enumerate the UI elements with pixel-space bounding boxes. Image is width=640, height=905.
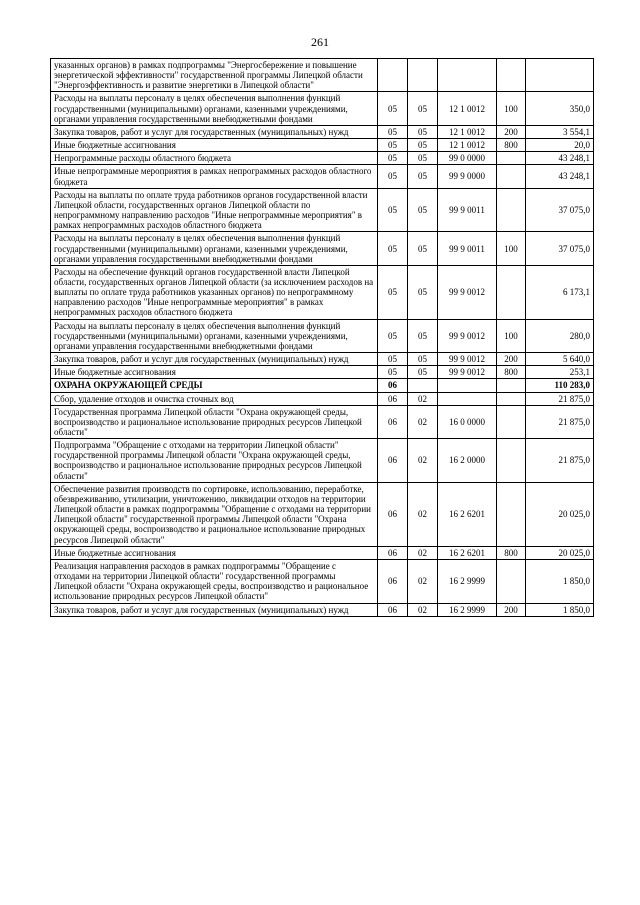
table-row: [51, 379, 594, 392]
expense-type-cell: 100: [497, 319, 526, 352]
expense-name-cell: Реализация направления расходов в рамках подпрограммы "Обращение с отходами на территории Липецкой области" государственной программы Липецкой области "Охрана окружающей среды, воспроизводство и рациональное использование природных ресурсов Липецкой области": [51, 559, 378, 603]
amount-cell: 21 875,0: [526, 405, 594, 438]
expense-type-cell: 100: [497, 92, 526, 125]
expense-type-cell: [497, 59, 526, 92]
subsection-code-cell: 02: [408, 603, 438, 616]
expense-type-cell: [497, 188, 526, 232]
expense-name-cell: Иные непрограммные мероприятия в рамках непрограммных расходов областного бюджета: [51, 165, 378, 188]
table-row: [51, 165, 594, 188]
section-code-cell: 05: [378, 319, 408, 352]
target-article-cell: 12 1 0012: [438, 92, 497, 125]
section-code-cell: 05: [378, 265, 408, 319]
table-row: [51, 152, 594, 165]
target-article-cell: 16 2 6201: [438, 482, 497, 546]
subsection-code-cell: 02: [408, 546, 438, 559]
table-row: [51, 139, 594, 152]
subsection-code-cell: 05: [408, 188, 438, 232]
amount-cell: 37 075,0: [526, 232, 594, 265]
amount-cell: 5 640,0: [526, 353, 594, 366]
subsection-code-cell: 05: [408, 92, 438, 125]
expense-name-cell: Расходы на выплаты персоналу в целях обеспечения выполнения функций государственными (муниципальными) органами, казенными учреждениями, органами управления государственными внебюджетными фондами: [51, 319, 378, 352]
expense-name-cell: Закупка товаров, работ и услуг для государственных (муниципальных) нужд: [51, 125, 378, 138]
section-code-cell: 05: [378, 188, 408, 232]
subsection-code-cell: 05: [408, 125, 438, 138]
expense-name-cell: Расходы на выплаты персоналу в целях обеспечения выполнения функций государственными (муниципальными) органами, казенными учреждениями, органами управления государственными внебюджетными фондами: [51, 92, 378, 125]
target-article-cell: 99 9 0011: [438, 188, 497, 232]
subsection-code-cell: 05: [408, 265, 438, 319]
amount-cell: 20,0: [526, 139, 594, 152]
amount-cell: 3 554,1: [526, 125, 594, 138]
expense-type-cell: [497, 165, 526, 188]
subsection-code-cell: 05: [408, 232, 438, 265]
table-row: [51, 59, 594, 92]
target-article-cell: 12 1 0012: [438, 125, 497, 138]
table-row: [51, 353, 594, 366]
subsection-code-cell: 05: [408, 165, 438, 188]
amount-cell: 21 875,0: [526, 439, 594, 483]
section-code-cell: 05: [378, 165, 408, 188]
section-code-cell: 06: [378, 392, 408, 405]
expense-name-cell: Закупка товаров, работ и услуг для государственных (муниципальных) нужд: [51, 353, 378, 366]
budget-table: [50, 58, 594, 617]
amount-cell: 43 248,1: [526, 152, 594, 165]
amount-cell: 1 850,0: [526, 559, 594, 603]
table-row: [51, 482, 594, 546]
amount-cell: 20 025,0: [526, 546, 594, 559]
amount-cell: 110 283,0: [526, 379, 594, 392]
section-code-cell: 05: [378, 232, 408, 265]
amount-cell: 6 173,1: [526, 265, 594, 319]
table-row: [51, 92, 594, 125]
expense-name-cell: Иные бюджетные ассигнования: [51, 139, 378, 152]
section-code-cell: 06: [378, 546, 408, 559]
page-number: 261: [311, 35, 329, 49]
target-article-cell: 16 2 6201: [438, 546, 497, 559]
amount-cell: 253,1: [526, 366, 594, 379]
expense-name-cell: Закупка товаров, работ и услуг для государственных (муниципальных) нужд: [51, 603, 378, 616]
section-code-cell: 05: [378, 353, 408, 366]
expense-name-cell: Иные бюджетные ассигнования: [51, 366, 378, 379]
expense-type-cell: 800: [497, 546, 526, 559]
expense-name-cell: Обеспечение развития производств по сортировке, использованию, переработке, обезвреживанию, утилизации, уничтожению, ликвидации отходов на территории Липецкой области в рамках подпрограммы "Обращение с отходами на территории Липецкой области" государственной программы Липецкой области "Охрана окружающей среды, воспроизводство и рациональное использование природных ресурсов Липецкой области": [51, 482, 378, 546]
section-code-cell: 06: [378, 603, 408, 616]
expense-name-cell: Сбор, удаление отходов и очистка сточных вод: [51, 392, 378, 405]
section-code-cell: 06: [378, 439, 408, 483]
target-article-cell: 99 9 0012: [438, 265, 497, 319]
subsection-code-cell: 02: [408, 482, 438, 546]
subsection-code-cell: [408, 59, 438, 92]
expense-type-cell: [497, 152, 526, 165]
target-article-cell: [438, 379, 497, 392]
target-article-cell: 99 9 0012: [438, 319, 497, 352]
expense-name-cell: Подпрограмма "Обращение с отходами на территории Липецкой области" государственной программы Липецкой области "Охрана окружающей среды, воспроизводство и рациональное использование природных ресурсов Липецкой области": [51, 439, 378, 483]
target-article-cell: 16 2 0000: [438, 439, 497, 483]
section-code-cell: 05: [378, 125, 408, 138]
expense-type-cell: [497, 482, 526, 546]
target-article-cell: 16 2 9999: [438, 603, 497, 616]
expense-name-cell: Расходы на выплаты по оплате труда работников органов государственной власти Липецкой области, государственных органов Липецкой области по непрограммному направлению расходов "Иные непрограммные мероприятия" в рамках непрограммных расходов областного бюджета: [51, 188, 378, 232]
amount-cell: 280,0: [526, 319, 594, 352]
table-row: [51, 265, 594, 319]
subsection-code-cell: 05: [408, 139, 438, 152]
section-code-cell: 06: [378, 559, 408, 603]
table-row: [51, 559, 594, 603]
amount-cell: 20 025,0: [526, 482, 594, 546]
section-code-cell: 05: [378, 366, 408, 379]
expense-name-cell: ОХРАНА ОКРУЖАЮЩЕЙ СРЕДЫ: [51, 379, 378, 392]
subsection-code-cell: 05: [408, 152, 438, 165]
expense-name-cell: Государственная программа Липецкой области "Охрана окружающей среды, воспроизводство и рациональное использование природных ресурсов Липецкой области": [51, 405, 378, 438]
section-code-cell: [378, 59, 408, 92]
expense-type-cell: 800: [497, 139, 526, 152]
section-code-cell: 06: [378, 482, 408, 546]
target-article-cell: [438, 392, 497, 405]
section-code-cell: 05: [378, 152, 408, 165]
table-row: [51, 439, 594, 483]
section-code-cell: 05: [378, 139, 408, 152]
section-code-cell: 06: [378, 405, 408, 438]
section-code-cell: 05: [378, 92, 408, 125]
table-row: [51, 392, 594, 405]
amount-cell: 1 850,0: [526, 603, 594, 616]
amount-cell: 37 075,0: [526, 188, 594, 232]
expense-type-cell: 200: [497, 603, 526, 616]
expense-type-cell: [497, 559, 526, 603]
subsection-code-cell: 02: [408, 392, 438, 405]
subsection-code-cell: [408, 379, 438, 392]
expense-type-cell: [497, 265, 526, 319]
subsection-code-cell: 05: [408, 353, 438, 366]
target-article-cell: 99 9 0012: [438, 353, 497, 366]
target-article-cell: 99 9 0011: [438, 232, 497, 265]
subsection-code-cell: 05: [408, 319, 438, 352]
amount-cell: 43 248,1: [526, 165, 594, 188]
subsection-code-cell: 02: [408, 405, 438, 438]
table-row: [51, 125, 594, 138]
table-row: [51, 603, 594, 616]
subsection-code-cell: 02: [408, 559, 438, 603]
table-row: [51, 546, 594, 559]
target-article-cell: [438, 59, 497, 92]
expense-type-cell: 800: [497, 366, 526, 379]
amount-cell: 21 875,0: [526, 392, 594, 405]
expense-type-cell: [497, 439, 526, 483]
expense-name-cell: Непрограммные расходы областного бюджета: [51, 152, 378, 165]
table-row: [51, 188, 594, 232]
expense-name-cell: Расходы на выплаты персоналу в целях обеспечения выполнения функций государственными (муниципальными) органами, казенными учреждениями, органами управления государственными внебюджетными фондами: [51, 232, 378, 265]
section-code-cell: 06: [378, 379, 408, 392]
expense-type-cell: 200: [497, 353, 526, 366]
target-article-cell: 16 2 9999: [438, 559, 497, 603]
target-article-cell: 99 9 0000: [438, 165, 497, 188]
expense-type-cell: [497, 392, 526, 405]
target-article-cell: 16 0 0000: [438, 405, 497, 438]
expense-name-cell: Иные бюджетные ассигнования: [51, 546, 378, 559]
target-article-cell: 99 0 0000: [438, 152, 497, 165]
table-row: [51, 366, 594, 379]
target-article-cell: 99 9 0012: [438, 366, 497, 379]
expense-type-cell: [497, 379, 526, 392]
subsection-code-cell: 05: [408, 366, 438, 379]
expense-name-cell: указанных органов) в рамках подпрограммы "Энергосбережение и повышение энергетической эффективности" государственной программы Липецкой области "Энергоэффективность и развитие энергетики в Липецкой области": [51, 59, 378, 92]
expense-type-cell: 200: [497, 125, 526, 138]
table-row: [51, 232, 594, 265]
subsection-code-cell: 02: [408, 439, 438, 483]
amount-cell: [526, 59, 594, 92]
target-article-cell: 12 1 0012: [438, 139, 497, 152]
amount-cell: 350,0: [526, 92, 594, 125]
table-row: [51, 405, 594, 438]
expense-type-cell: [497, 405, 526, 438]
budget-table-body: [51, 59, 594, 617]
table-row: [51, 319, 594, 352]
expense-type-cell: 100: [497, 232, 526, 265]
expense-name-cell: Расходы на обеспечение функций органов государственной власти Липецкой области, государственных органов Липецкой области (за исключением расходов на выплаты по оплате труда работников указанных органов) по непрограммному направлению расходов "Иные непрограммные мероприятия" в рамках непрограммных расходов областного бюджета: [51, 265, 378, 319]
